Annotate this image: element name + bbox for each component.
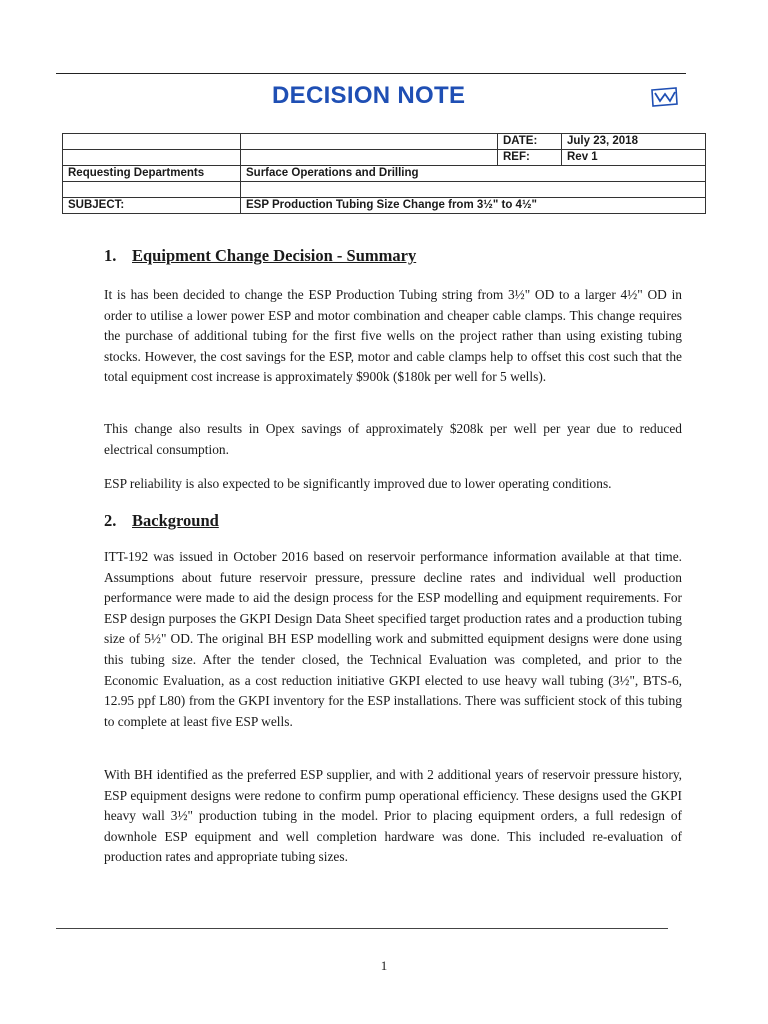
page-number: 1 (380, 958, 388, 973)
table-row (63, 198, 706, 214)
subject-value: ESP Production Tubing Size Change from 3½" to 4½" (241, 198, 706, 214)
paragraph: With BH identified as the preferred ESP supplier, and with 2 additional years of reservoir pressure history, ESP equipment designs were redone to confirm pump operational efficiency. These designs used the GKPI heavy wall 3½" production tubing in the model. Prior to placing equipment orders, a full redesign of downhole ESP equipment and well completion hardware was done. This included re-evaluation of production rates and appropriate tubing sizes. (104, 767, 682, 865)
table-row (63, 166, 706, 182)
doc-logo-icon (650, 84, 680, 110)
date-label: DATE: (498, 134, 562, 150)
subject-label: SUBJECT: (63, 198, 241, 214)
section-title: Background (132, 511, 219, 530)
ref-value: Rev 1 (562, 150, 706, 166)
section-title: Equipment Change Decision - Summary (132, 246, 417, 265)
footer-rule (56, 928, 668, 929)
date-value: July 23, 2018 (562, 134, 706, 150)
paragraph: This change also results in Opex savings of approximately $208k per well per year due to reduced electrical consumption. (104, 421, 682, 457)
dept-label: Requesting Departments (63, 166, 241, 182)
paragraph: It is has been decided to change the ESP Production Tubing string from 3½" OD to a larger 4½" OD in order to utilise a lower power ESP and motor combination and cheaper cable clamps. This change requires the purchase of additional tubing for the first five wells on the project rather than using existing tubing stocks. However, the cost savings for the ESP, motor and cable clamps help to offset this cost such that the total equipment cost increase is approximately $900k ($180k per well for 5 wells). (104, 287, 682, 385)
paragraph: ITT-192 was issued in October 2016 based on reservoir performance information available at that time. Assumptions about future reservoir pressure, pressure decline rates and individual well production performance were made to aid the design process for the ESP modelling and equipment requirements. For ESP design purposes the GKPI Design Data Sheet specified target production rates and a production tubing size of 5½" OD. The original BH ESP modelling work and submitted equipment designs were done using this tubing size. After the tender closed, the Technical Evaluation was completed, and prior to the Economic Evaluation, as a cost reduction initiative GKPI elected to use heavy wall tubing (3½", BTS-6, 12.95 ppf L80) from the GKPI inventory for the ESP installations. There was sufficient stock of this tubing to complete at least five ESP wells. (104, 549, 682, 729)
paragraph: ESP reliability is also expected to be significantly improved due to lower operating conditions. (104, 476, 612, 491)
table-row (63, 182, 706, 198)
section-heading (104, 511, 219, 531)
header-top-rule (56, 73, 686, 74)
table-row (63, 150, 706, 166)
document-title: DECISION NOTE (272, 82, 466, 109)
section-number: 2. (104, 511, 117, 530)
ref-label: REF: (498, 150, 562, 166)
header-info-table (62, 133, 706, 214)
table-row (63, 134, 706, 150)
section-number: 1. (104, 246, 117, 265)
dept-value: Surface Operations and Drilling (241, 166, 706, 182)
section-heading (104, 246, 416, 266)
